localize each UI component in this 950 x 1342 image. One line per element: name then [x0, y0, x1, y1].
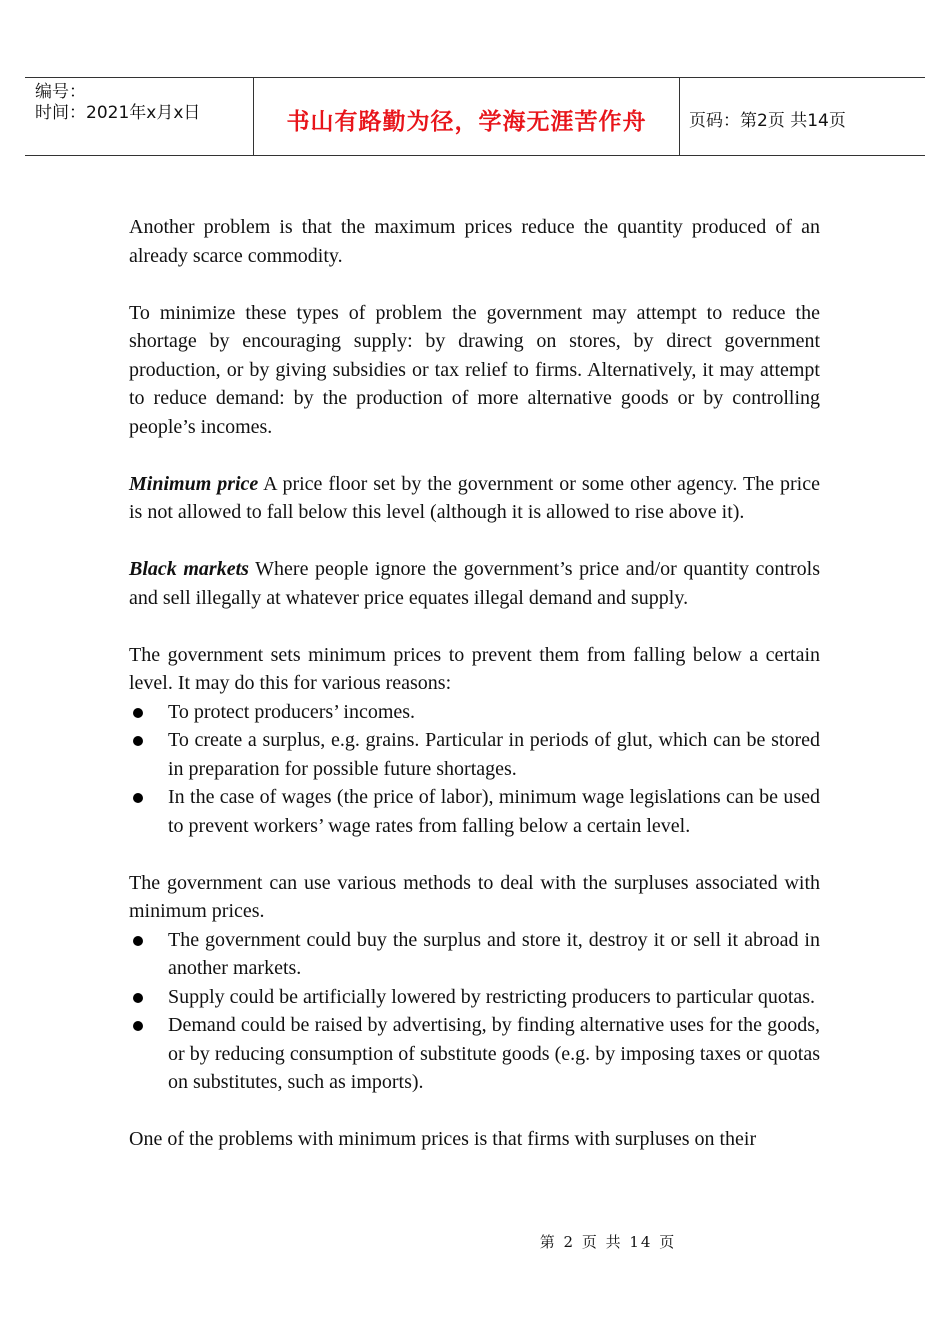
methods-list — [129, 926, 820, 1097]
header-motto-cell — [253, 78, 680, 155]
paragraph-surplus-methods: The government can use various methods to deal with the surpluses associated with minimum prices. — [129, 871, 820, 922]
list-item: In the case of wages (the price of labor), minimum wage legislations can be used to prevent workers’ wage rates from falling below a certain level. — [129, 783, 820, 840]
list-item: To create a surplus, e.g. grains. Particular in periods of glut, which can be stored in preparation for possible future shortages. — [129, 726, 820, 783]
bullet-icon — [133, 736, 143, 746]
serial-label: 编号： — [35, 82, 86, 102]
page-footer: 第 2 页 共 14 页 — [539, 1233, 677, 1251]
definition-minimum-price: A price floor set by the government or some other agency. The price is not allowed to fall below this level (although it is allowed to rise above it). — [129, 472, 820, 523]
header-meta-cell — [25, 78, 253, 155]
document-body — [129, 213, 820, 1182]
motto-text: 书山有路勤为径，学海无涯苦作舟 — [286, 109, 647, 135]
paragraph-minimize-problems: To minimize these types of problem the government may attempt to reduce the shortage by encouraging supply: by drawing on stores, by direct government production, or by giving subsidies or tax relief to firms. Alternatively, it may attempt to reduce demand: by the production of more alternative goods or by controlling people’s incomes. — [129, 301, 820, 438]
paragraph-black-markets — [129, 555, 820, 612]
time-label: 时间：2021年x月x日 — [35, 103, 201, 123]
list-item: To protect producers’ incomes. — [129, 698, 820, 727]
list-item: The government could buy the surplus and store it, destroy it or sell it abroad in another markets. — [129, 926, 820, 983]
paragraph-max-price-problem: Another problem is that the maximum prices reduce the quantity produced of an already scarce commodity. — [129, 216, 820, 267]
list-item: Demand could be raised by advertising, by finding alternative uses for the goods, or by reducing consumption of substitute goods (e.g. by imposing taxes or quotas on substitutes, such as imports). — [129, 1011, 820, 1097]
paragraph-min-price-problems: One of the problems with minimum prices is that firms with surpluses on their — [129, 1128, 757, 1150]
bullet-icon — [133, 793, 143, 803]
term-minimum-price: Minimum price — [129, 472, 259, 495]
bullet-icon — [133, 993, 143, 1003]
bullet-icon — [133, 708, 143, 718]
paragraph-minimum-price-reasons: The government sets minimum prices to prevent them from falling below a certain level. It may do this for various reasons: — [129, 643, 820, 694]
list-item: Supply could be artificially lowered by restricting producers to particular quotas. — [129, 983, 820, 1012]
bullet-icon — [133, 936, 143, 946]
paragraph-minimum-price — [129, 470, 820, 527]
bullet-icon — [133, 1021, 143, 1031]
definition-black-markets: Where people ignore the government’s price and/or quantity controls and sell illegally at whatever price equates illegal demand and supply. — [129, 558, 820, 609]
page-info: 页码：第2页 共14页 — [689, 111, 846, 131]
term-black-markets: Black markets — [129, 558, 249, 580]
reasons-list — [129, 698, 820, 841]
page-header — [25, 77, 925, 156]
header-page-cell — [679, 78, 925, 155]
